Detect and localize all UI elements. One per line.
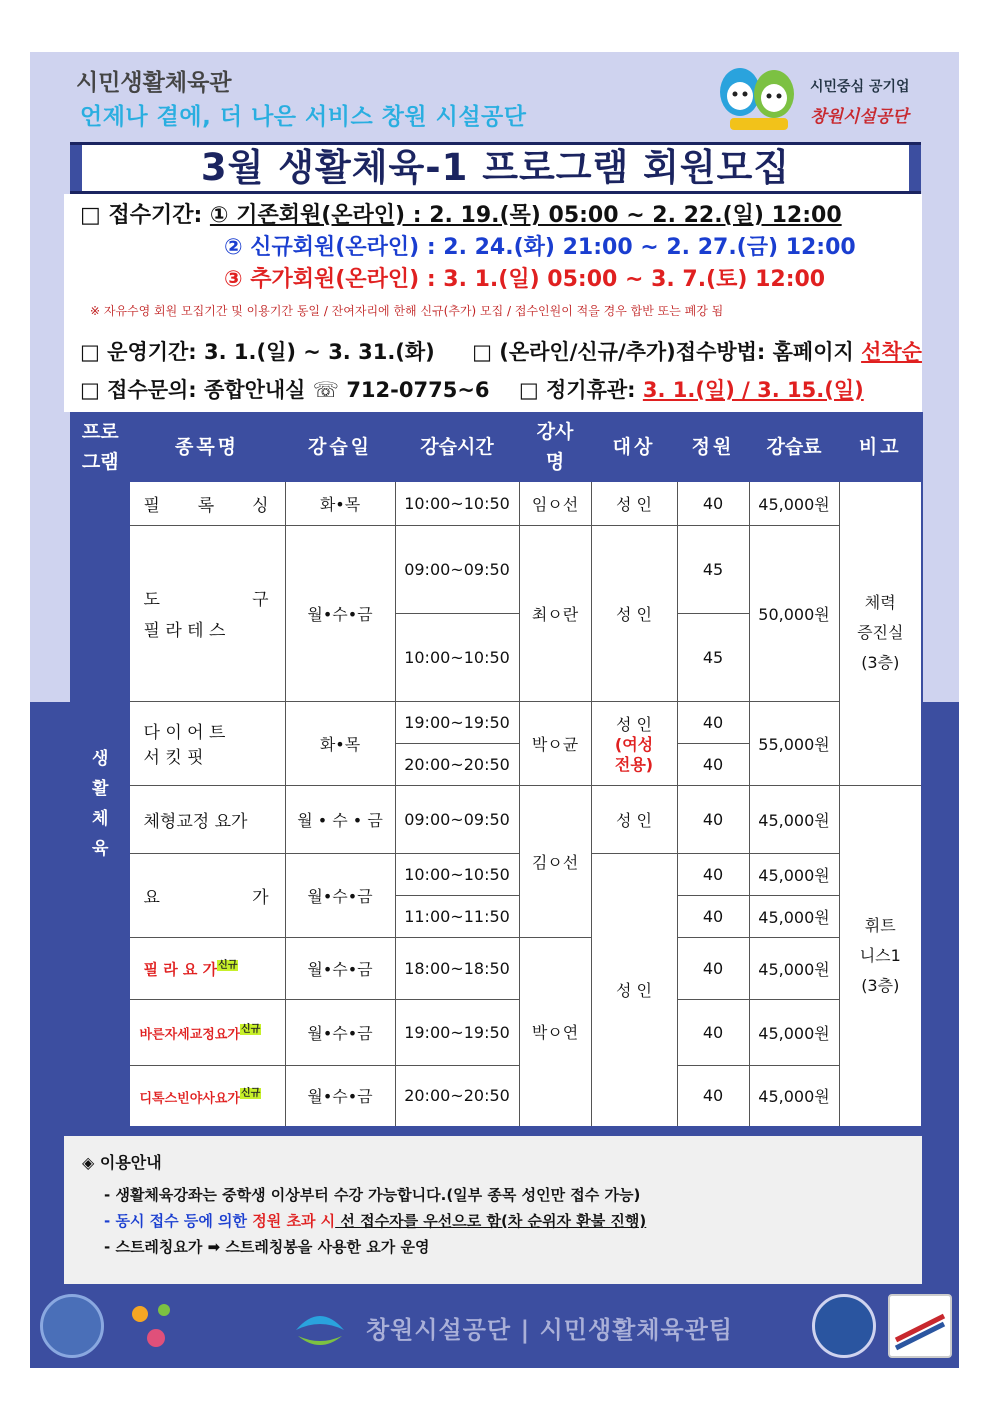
program-name-text: 바른자세교정요가 — [139, 1027, 240, 1043]
target-cell: 성 인 — [591, 481, 677, 525]
name-part: 다 이 어 트 — [143, 723, 226, 743]
name-part: 가 — [252, 887, 269, 908]
program-name-text: 필 라 요 가 — [143, 960, 218, 979]
name-part: 서 킷 핏 — [143, 748, 204, 768]
program-name — [129, 1065, 285, 1127]
reception-new: ② 신규회원(온라인) : 2. 24.(화) 21:00 ~ 2. 27.(금) 12:00 — [224, 235, 856, 260]
program-name — [129, 937, 285, 999]
table-row — [71, 1065, 922, 1127]
new-badge: 신규 — [240, 1024, 261, 1036]
fee-cell: 45,000원 — [749, 481, 839, 525]
reception-note: ※ 자유수영 회원 모집기간 및 이용기간 동일 / 잔여자리에 한해 신규(추가) 모집 / 접수인원이 적을 경우 합반 또는 폐강 됨 — [90, 304, 724, 318]
instructor-cell: 최ㅇ란 — [519, 525, 591, 701]
page-title: 3월 생활체육-1 프로그램 회원모집 — [82, 142, 909, 194]
operation-period: □ 운영기간: 3. 1.(일) ~ 3. 31.(화) — [80, 340, 435, 364]
company-logo — [712, 64, 952, 136]
method-value: 선착순 — [861, 340, 922, 364]
reception-label: □ 접수기간: — [80, 203, 210, 228]
operation-line — [80, 336, 922, 366]
header-target: 대상 — [591, 413, 677, 481]
table-row — [71, 701, 922, 743]
instructor-cell: 임ㅇ선 — [519, 481, 591, 525]
days-cell: 월•수•금 — [285, 853, 395, 937]
capacity-cell: 40 — [677, 1065, 749, 1127]
days-cell: 월•수•금 — [285, 937, 395, 999]
table-header-row — [71, 413, 922, 481]
table-row — [71, 853, 922, 895]
days-cell: 월•수•금 — [285, 999, 395, 1065]
schedule-table — [70, 412, 923, 1128]
days-cell: 화•목 — [285, 481, 395, 525]
capacity-cell: 45 — [677, 613, 749, 701]
capacity-cell: 40 — [677, 937, 749, 999]
header-capacity: 정원 — [677, 413, 749, 481]
program-name: 체형교정 요가 — [129, 785, 285, 853]
time-cell: 09:00~09:50 — [395, 525, 519, 613]
capacity-cell: 40 — [677, 743, 749, 785]
header-fee: 강습료 — [749, 413, 839, 481]
time-cell: 20:00~20:50 — [395, 743, 519, 785]
human-rights-badge-icon — [812, 1294, 876, 1358]
time-cell: 10:00~10:50 — [395, 853, 519, 895]
fee-cell: 55,000원 — [749, 701, 839, 785]
target-cell: 성 인 — [591, 853, 677, 1127]
program-name-text: 디톡스빈야사요가 — [139, 1091, 240, 1107]
info-line-2a: - 동시 접수 등에 의한 — [104, 1212, 253, 1230]
note-cell-gym: 휘트 니스1 (3층) — [839, 785, 922, 1127]
program-name — [129, 701, 285, 785]
fee-cell: 45,000원 — [749, 785, 839, 853]
instructor-cell: 김ㅇ선 — [519, 785, 591, 937]
method-label: □ (온라인/신규/추가)접수방법: 홈페이지 — [472, 340, 862, 364]
time-cell: 10:00~10:50 — [395, 481, 519, 525]
header-program: 프로 그램 — [71, 413, 129, 481]
capacity-cell: 45 — [677, 525, 749, 613]
inquiry-line — [80, 374, 864, 404]
capacity-cell: 40 — [677, 701, 749, 743]
reception-line-1 — [80, 198, 842, 229]
logo-top-text: 시민중심 공기업 — [810, 79, 910, 95]
name-part: 요 — [143, 887, 160, 908]
time-cell: 10:00~10:50 — [395, 613, 519, 701]
table-row — [71, 785, 922, 853]
fee-cell: 50,000원 — [749, 525, 839, 701]
name-part: 필 라 테 스 — [143, 621, 226, 641]
mascot-icon — [712, 64, 804, 134]
target-cell: 성 인 — [591, 785, 677, 853]
certification-badge-icon — [888, 1294, 952, 1358]
fee-cell: 45,000원 — [749, 937, 839, 999]
table-row — [71, 481, 922, 525]
header-note: 비고 — [839, 413, 922, 481]
program-name — [129, 481, 285, 525]
info-line-1: - 생활체육강좌는 중학생 이상부터 수강 가능합니다.(일부 종목 성인만 접수 가능) — [104, 1186, 641, 1204]
slogan: 언제나 곁에, 더 나은 서비스 창원 시설공단 — [80, 104, 527, 130]
header-name: 종목명 — [129, 413, 285, 481]
fee-cell: 45,000원 — [749, 853, 839, 895]
usage-info — [64, 1136, 922, 1284]
time-cell: 20:00~20:50 — [395, 1065, 519, 1127]
inquiry-text: □ 접수문의: 종합안내실 ☏ 712-0775~6 — [80, 378, 490, 402]
new-badge: 신규 — [240, 1087, 261, 1099]
instructor-cell: 박ㅇ연 — [519, 937, 591, 1127]
table-row — [71, 525, 922, 613]
capacity-cell: 40 — [677, 481, 749, 525]
program-name — [129, 999, 285, 1065]
table-row — [71, 999, 922, 1065]
name-part: 싱 — [252, 495, 269, 516]
info-line-2b: 정원 초과 시 — [252, 1212, 336, 1230]
header-time: 강습시간 — [395, 413, 519, 481]
new-badge: 신규 — [218, 960, 238, 972]
capacity-cell: 40 — [677, 895, 749, 937]
header-instructor: 강사 명 — [519, 413, 591, 481]
info-heading: ◈ 이용안내 — [82, 1153, 162, 1172]
cityscape-logo-icon — [292, 1300, 348, 1356]
target-cell — [591, 701, 677, 785]
days-cell: 월 • 수 • 금 — [285, 785, 395, 853]
info-line-2c: 선 접수자를 우선으로 함(차 순위자 환불 진행) — [335, 1212, 647, 1230]
title-bar — [70, 142, 921, 194]
closed-label: □ 정기휴관: — [518, 378, 643, 402]
footer-org-name: 창원시설공단 | 시민생활체육관팀 — [366, 1316, 734, 1344]
clean-world-icon — [120, 1294, 184, 1358]
days-cell: 월•수•금 — [285, 1065, 395, 1127]
name-part: 록 — [197, 495, 215, 516]
name-part: 도 — [143, 590, 160, 610]
org-title: 시민생활체육관 — [76, 70, 232, 96]
note-cell-fitness: 체력 증진실 (3층) — [839, 481, 922, 785]
fee-cell: 45,000원 — [749, 999, 839, 1065]
fee-cell: 45,000원 — [749, 895, 839, 937]
target-note: (여성 전용) — [614, 734, 654, 774]
time-cell: 09:00~09:50 — [395, 785, 519, 853]
time-cell: 19:00~19:50 — [395, 999, 519, 1065]
consumer-center-icon — [40, 1294, 104, 1358]
capacity-cell: 40 — [677, 999, 749, 1065]
capacity-cell: 40 — [677, 853, 749, 895]
target-cell: 성 인 — [591, 525, 677, 701]
category-cell: 생 활 체 육 — [71, 481, 129, 1127]
time-cell: 11:00~11:50 — [395, 895, 519, 937]
name-part: 필 — [143, 495, 160, 516]
target-text: 성 인 — [616, 714, 652, 734]
time-cell: 18:00~18:50 — [395, 937, 519, 999]
reception-additional: ③ 추가회원(온라인) : 3. 1.(일) 05:00 ~ 3. 7.(토) 12:00 — [224, 267, 826, 292]
program-name — [129, 853, 285, 937]
fee-cell: 45,000원 — [749, 1065, 839, 1127]
logo-bottom-text: 창원시설공단 — [810, 107, 909, 127]
days-cell: 화•목 — [285, 701, 395, 785]
table-row — [71, 937, 922, 999]
info-line-2 — [104, 1210, 646, 1231]
info-line-3: - 스트레칭요가 ➡ 스트레칭봉을 사용한 요가 운영 — [104, 1238, 430, 1256]
name-part: 구 — [252, 590, 269, 610]
instructor-cell: 박ㅇ균 — [519, 701, 591, 785]
poster — [30, 52, 959, 1368]
footer — [30, 1284, 959, 1368]
capacity-cell: 40 — [677, 785, 749, 853]
closed-value: 3. 1.(일) / 3. 15.(일) — [642, 378, 864, 402]
program-name — [129, 525, 285, 701]
header-days: 강습일 — [285, 413, 395, 481]
recruit-info — [64, 194, 922, 412]
reception-existing: ① 기존회원(온라인) : 2. 19.(목) 05:00 ~ 2. 22.(일) 12:00 — [209, 203, 842, 228]
days-cell: 월•수•금 — [285, 525, 395, 701]
time-cell: 19:00~19:50 — [395, 701, 519, 743]
